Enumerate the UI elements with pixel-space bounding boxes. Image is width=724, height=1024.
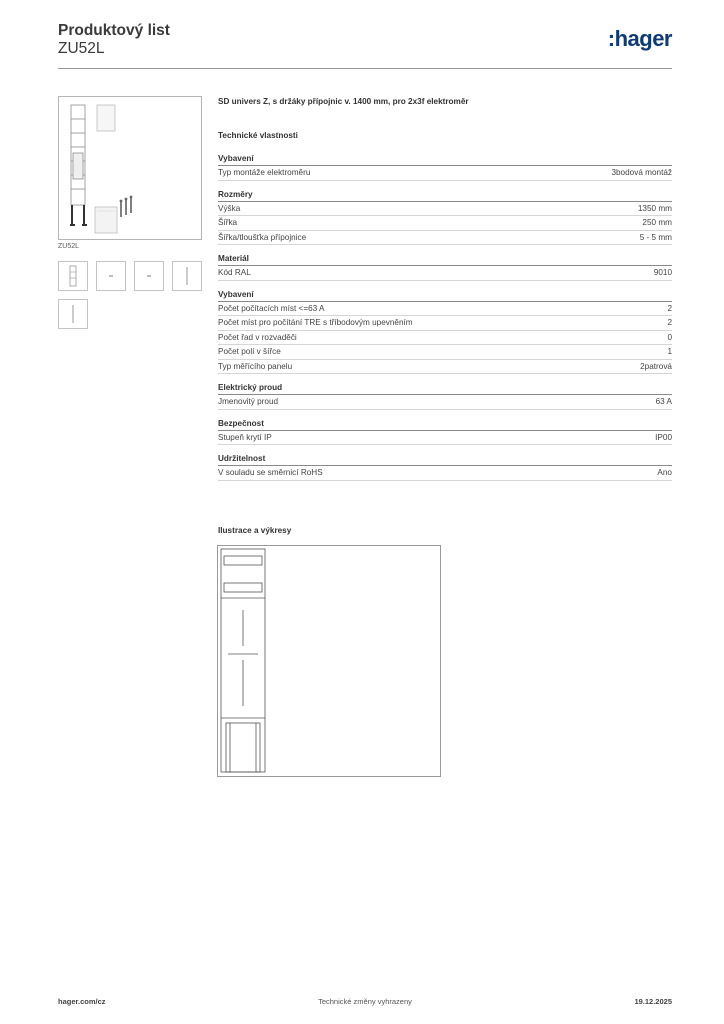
property-label: Počet polí v šířce [218,347,281,356]
technical-properties-table [218,152,672,488]
property-value: IP00 [655,432,672,442]
group-title: Bezpečnost [218,417,672,431]
cover-thumbnail-icon [97,262,125,290]
property-group [218,152,672,181]
property-row [218,331,672,346]
product-name: SD univers Z, s držáky přípojnic v. 1400 mm, pro 2x3f elektroměr [218,97,469,106]
property-value: 2patrová [640,361,672,371]
property-label: Šířka/tloušťka přípojnice [218,232,307,242]
header-divider [58,68,672,69]
property-label: Jmenovitý proud [218,397,279,406]
property-label: Typ montáže elektroměru [218,168,311,177]
property-value: 1350 mm [637,203,672,213]
property-row [218,360,672,375]
document-title: Produktový list [58,22,170,39]
product-code: ZU52L [58,40,105,57]
property-value: 0 [667,332,672,342]
thumbnail-3[interactable] [134,261,164,291]
property-label: Výška [218,203,241,213]
technical-properties-title: Technické vlastnosti [218,131,298,140]
rail-thumbnail-icon [173,262,201,290]
property-value: 5 - 5 mm [639,232,672,242]
thumbnail-4[interactable] [172,261,202,291]
property-group [218,452,672,481]
property-row [218,345,672,360]
property-row [218,302,672,317]
hager-logo: :hager [607,26,672,51]
property-group [218,288,672,375]
property-label: Počet míst pro počítání TRE s tříbodovým upevněním [218,318,413,327]
group-title: Vybavení [218,288,672,302]
property-row [218,216,672,231]
frame-thumbnail-icon [59,262,87,290]
group-title: Vybavení [218,152,672,166]
footer-date: 19.12.2025 [634,997,672,1006]
illustrations-title: Ilustrace a výkresy [218,526,292,535]
property-label: Šířka [218,218,238,227]
property-value: 2 [667,318,672,327]
property-value: 250 mm [642,218,672,227]
rail-thumbnail-icon [59,300,87,328]
property-row [218,166,672,181]
group-title: Udržitelnost [218,452,672,466]
cabinet-drawing-icon [218,546,440,776]
property-row [218,202,672,217]
property-row [218,466,672,481]
product-image-caption: ZU52L [58,243,80,250]
thumbnail-1[interactable] [58,261,88,291]
property-row [218,266,672,281]
footer-website[interactable]: hager.com/cz [58,997,106,1006]
property-row [218,395,672,410]
group-title: Elektrický proud [218,381,672,395]
group-title: Materiál [218,252,672,266]
property-label: Stupeň krytí IP [218,432,272,442]
property-value: 1 [667,347,672,356]
property-group [218,381,672,410]
property-label: V souladu se směrnicí RoHS [218,468,323,477]
property-value: 63 A [655,397,672,406]
property-value: 3bodová montáž [611,168,672,177]
property-group [218,188,672,246]
property-label: Počet řad v rozvaděči [218,332,297,342]
property-group [218,252,672,281]
property-group [218,417,672,446]
technical-drawing[interactable] [217,545,441,777]
property-label: Typ měřícího panelu [218,361,293,371]
thumbnail-5[interactable] [58,299,88,329]
property-value: Ano [657,468,672,477]
property-row [218,231,672,246]
property-row [218,431,672,446]
property-row [218,316,672,331]
property-value: 9010 [653,268,672,277]
cover-thumbnail-icon [135,262,163,290]
page-header [58,20,672,70]
thumbnail-2[interactable] [96,261,126,291]
product-image[interactable] [58,96,202,240]
property-label: Počet počítacích míst <=63 A [218,303,325,313]
property-label: Kód RAL [218,268,251,277]
product-photo-icon [59,97,201,239]
group-title: Rozměry [218,188,672,202]
footer-note: Technické změny vyhrazeny [318,997,412,1006]
property-value: 2 [667,303,672,313]
